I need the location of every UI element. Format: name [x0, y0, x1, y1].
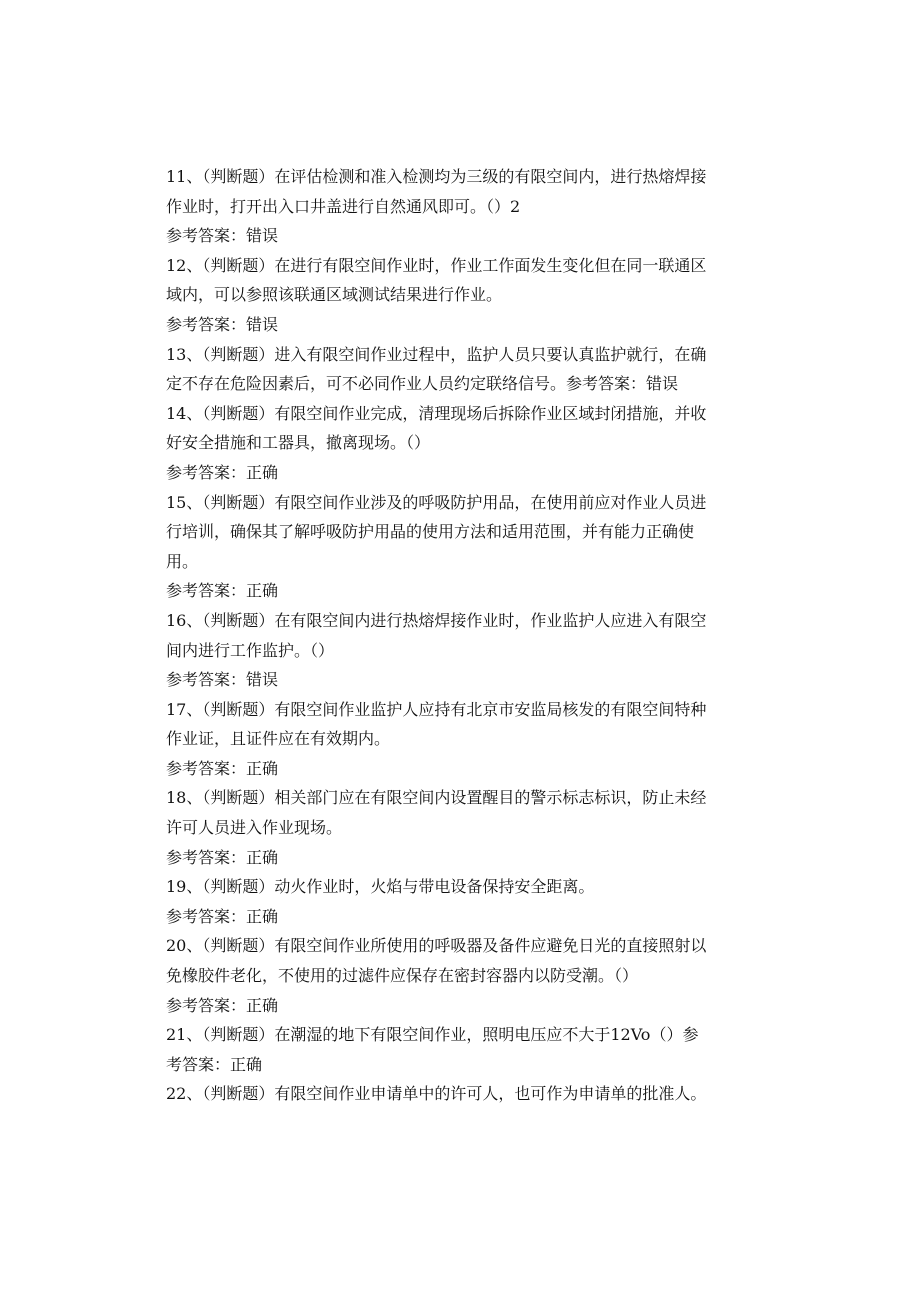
text-line: 12、（判断题）在进行有限空间作业时，作业工作面发生变化但在同一联通区	[166, 255, 707, 275]
text-line: 11、（判断题）在评估检测和准入检测均为三级的有限空间内，进行热熔焊接	[166, 167, 707, 186]
text-line: 21、（判断题）在潮湿的地下有限空间作业，照明电压应不大于12Vo（）参	[166, 1025, 699, 1045]
answer-line: 参考答案：正确	[166, 847, 279, 867]
answer-line: 参考答案：错误	[166, 670, 279, 690]
answer-line: 参考答案：正确	[166, 758, 279, 778]
text-line: 18、（判断题）相关部门应在有限空间内设置醒目的警示标志标识，防止未经	[166, 788, 707, 808]
text-line: 17、（判断题）有限空间作业监护人应持有北京市安监局核发的有限空间特种	[166, 699, 707, 719]
text-line: 14、（判断题）有限空间作业完成，清理现场后拆除作业区域封闭措施，并收	[166, 403, 707, 423]
text-line: 定不存在危险因素后，可不必同作业人员约定联络信号。参考答案：错误	[166, 374, 679, 394]
answer-line: 参考答案：正确	[166, 462, 279, 482]
text-line: 免橡胶件老化，不使用的过滤件应保存在密封容器内以防受潮。（）	[166, 966, 639, 986]
text-line: 域内，可以参照该联通区域测试结果进行作业。	[166, 285, 503, 305]
text-line: 20、（判断题）有限空间作业所使用的呼吸器及备件应避免日光的直接照射以	[166, 936, 707, 956]
answer-line: 参考答案：正确	[166, 581, 279, 601]
answer-line: 参考答案：正确	[166, 906, 279, 926]
answer-line: 考答案：正确	[166, 1054, 263, 1074]
text-line: 用。	[166, 551, 199, 571]
text-line: 好安全措施和工器具，撤离现场。（）	[166, 433, 431, 453]
text-line: 间内进行工作监护。（）	[166, 640, 335, 660]
text-line: 13、（判断题）进入有限空间作业过程中，监护人员只要认真监护就行，在确	[166, 344, 707, 364]
text-line: 19、（判断题）动火作业时，火焰与带电设备保持安全距离。	[166, 877, 595, 897]
text-line: 作业时，打开出入口井盖进行自然通风即可。（）2	[166, 196, 521, 216]
answer-line: 参考答案：错误	[166, 314, 279, 334]
question-list	[166, 162, 756, 1109]
text-line: 许可人员进入作业现场。	[166, 818, 343, 838]
text-line: 22、（判断题）有限空间作业申请单中的许可人，也可作为申请单的批准人。	[166, 1084, 707, 1104]
text-line: 16、（判断题）在有限空间内进行热熔焊接作业时，作业监护人应进入有限空	[166, 610, 707, 630]
text-line: 15、（判断题）有限空间作业涉及的呼吸防护用品，在使用前应对作业人员进	[166, 492, 707, 512]
answer-line: 参考答案：错误	[166, 226, 279, 246]
answer-line: 参考答案：正确	[166, 995, 279, 1015]
text-line: 行培训，确保其了解呼吸防护用晶的使用方法和适用范围，并有能力正确使	[166, 522, 695, 542]
text-line: 作业证，且证件应在有效期内。	[166, 729, 391, 749]
